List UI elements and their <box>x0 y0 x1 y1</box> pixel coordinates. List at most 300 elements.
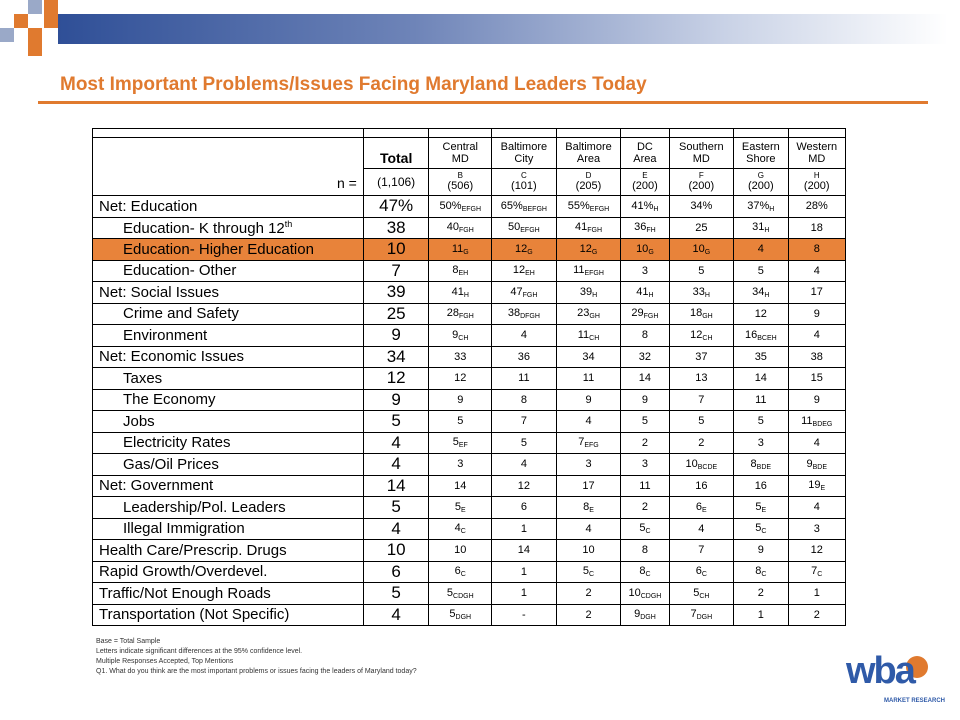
spacer-cell <box>492 129 557 138</box>
row-total: 25 <box>363 303 429 325</box>
row-total: 4 <box>363 432 429 454</box>
row-value <box>621 303 669 325</box>
value-number: 3 <box>641 458 648 471</box>
row-value <box>556 432 621 454</box>
row-value <box>788 303 846 325</box>
spacer-cell <box>429 129 492 138</box>
value-number: 6 <box>695 500 703 513</box>
significance-letters: G <box>648 248 654 256</box>
significance-letters: C <box>761 528 767 536</box>
row-value <box>429 303 492 325</box>
table-row <box>93 432 846 454</box>
row-label <box>93 518 364 540</box>
value-number: 4 <box>454 522 461 535</box>
table-row <box>93 497 846 519</box>
row-value <box>621 432 669 454</box>
value-number: 14 <box>454 479 467 492</box>
significance-letters: CDGH <box>453 592 474 600</box>
row-total: 5 <box>363 497 429 519</box>
col-n: (200) <box>688 180 715 192</box>
row-value <box>556 389 621 411</box>
row-value <box>492 389 557 411</box>
row-value <box>429 432 492 454</box>
row-value <box>492 604 557 626</box>
n-col-h <box>788 169 846 196</box>
value-number: 9 <box>452 328 459 341</box>
row-value <box>429 604 492 626</box>
n-col-c <box>492 169 557 196</box>
value-number: 8 <box>583 500 590 513</box>
row-label <box>93 196 364 218</box>
row-value <box>734 260 788 282</box>
row-value <box>621 475 669 497</box>
value-number: 5 <box>755 500 762 513</box>
row-label-text: Environment <box>123 326 208 344</box>
significance-letters: DGH <box>455 614 472 622</box>
row-value <box>492 303 557 325</box>
value-number: 8 <box>750 457 757 470</box>
table-row <box>93 475 846 497</box>
row-value <box>429 561 492 583</box>
value-number: 4 <box>520 458 527 471</box>
significance-letters: E <box>589 506 594 514</box>
significance-letters: EFG <box>584 442 599 450</box>
row-value <box>669 604 734 626</box>
significance-letters: EFGH <box>461 205 482 213</box>
significance-letters: H <box>764 291 770 299</box>
table-row <box>93 454 846 476</box>
decor-square <box>0 28 14 42</box>
row-label <box>93 475 364 497</box>
row-value <box>734 346 788 368</box>
header-col-e <box>621 138 669 169</box>
row-label-text: Transportation (Not Specific) <box>99 606 290 624</box>
header-col-line2: Area <box>576 153 601 165</box>
table-row <box>93 346 846 368</box>
row-value <box>669 325 734 347</box>
row-value <box>669 518 734 540</box>
value-number: - <box>522 608 526 621</box>
value-number: 11 <box>755 393 767 406</box>
row-value <box>492 518 557 540</box>
significance-letters: C <box>460 528 466 536</box>
significance-letters: CDGH <box>640 592 662 600</box>
value-number: 34 <box>582 350 595 363</box>
row-value <box>492 346 557 368</box>
row-value <box>788 217 846 239</box>
value-number: 8 <box>520 393 527 406</box>
value-number: 5 <box>698 264 705 277</box>
significance-letters: E <box>461 506 466 514</box>
row-value <box>788 454 846 476</box>
value-number: 13 <box>695 372 708 385</box>
value-number: 32 <box>638 350 652 363</box>
significance-letters: CH <box>589 334 600 342</box>
value-number: 29 <box>631 307 644 320</box>
value-number: 7 <box>698 544 705 557</box>
header-corner: n = <box>93 138 364 196</box>
row-label <box>93 239 364 261</box>
value-number: 9 <box>641 393 648 406</box>
col-letter: C <box>520 171 527 180</box>
value-number: 14 <box>754 372 767 385</box>
row-value <box>669 368 734 390</box>
row-value <box>492 282 557 304</box>
value-number: 28 <box>446 307 459 320</box>
row-label-text: Education- K through 12 <box>123 219 285 237</box>
significance-letters: E <box>702 506 707 514</box>
row-value <box>734 389 788 411</box>
value-number: 36 <box>634 221 647 234</box>
value-number: 5 <box>446 586 454 599</box>
decor-square <box>44 0 58 14</box>
row-value <box>788 368 846 390</box>
value-number: 7 <box>811 565 818 578</box>
row-value <box>492 217 557 239</box>
significance-letters: C <box>645 528 651 536</box>
n-col-g <box>734 169 788 196</box>
value-number: 2 <box>641 501 648 514</box>
row-value <box>492 540 557 562</box>
row-value <box>734 561 788 583</box>
value-number: 50 <box>508 221 521 234</box>
row-value <box>669 346 734 368</box>
row-value <box>734 196 788 218</box>
significance-letters: EFGH <box>589 205 610 213</box>
value-number: 47 <box>510 285 523 298</box>
value-number: 5 <box>757 264 764 277</box>
row-label <box>93 583 364 605</box>
row-label <box>93 604 364 626</box>
row-total: 5 <box>363 583 429 605</box>
table-row <box>93 411 846 433</box>
value-number: 8 <box>641 544 648 557</box>
significance-letters: C <box>817 571 823 579</box>
value-number: 17 <box>810 286 823 299</box>
row-value <box>788 540 846 562</box>
significance-letters: E <box>820 485 826 493</box>
row-total: 4 <box>363 518 429 540</box>
row-label-text: Illegal Immigration <box>123 520 245 538</box>
row-value <box>429 411 492 433</box>
value-number: 37% <box>747 199 770 212</box>
significance-letters: EH <box>458 270 469 278</box>
value-number: 5 <box>452 436 459 449</box>
significance-letters: FGH <box>459 313 474 321</box>
row-value <box>734 454 788 476</box>
table-row <box>93 604 846 626</box>
row-value <box>556 518 621 540</box>
significance-letters: FGH <box>587 227 603 235</box>
value-number: 5 <box>520 436 527 449</box>
header-col-line1: Central <box>442 141 478 153</box>
row-label-text: Leadership/Pol. Leaders <box>123 498 286 516</box>
row-value <box>734 583 788 605</box>
value-number: 7 <box>690 608 697 621</box>
value-number: 8 <box>641 329 648 342</box>
significance-letters: H <box>769 205 775 213</box>
decor-square <box>28 42 42 56</box>
value-number: 12 <box>754 307 767 320</box>
row-value <box>788 196 846 218</box>
row-value <box>556 540 621 562</box>
value-number: 9 <box>813 393 820 406</box>
row-value <box>669 432 734 454</box>
row-value <box>429 368 492 390</box>
significance-letters: BCDE <box>697 463 718 471</box>
row-total: 9 <box>363 325 429 347</box>
row-value <box>788 411 846 433</box>
row-value <box>556 260 621 282</box>
value-number: 5 <box>693 586 700 599</box>
value-number: 4 <box>813 329 820 342</box>
table-row <box>93 368 846 390</box>
value-number: 34% <box>690 200 713 213</box>
row-label-text: Traffic/Not Enough Roads <box>99 584 271 602</box>
row-value <box>556 604 621 626</box>
table-spacer-row <box>93 129 846 138</box>
value-number: 11 <box>582 372 595 385</box>
value-number: 40 <box>446 221 459 234</box>
value-number: 5 <box>449 608 456 621</box>
row-value <box>621 454 669 476</box>
row-value <box>556 368 621 390</box>
table-row <box>93 303 846 325</box>
table-row <box>93 518 846 540</box>
value-number: 18 <box>810 221 823 234</box>
value-number: 3 <box>585 458 592 471</box>
value-number: 55% <box>567 199 590 212</box>
col-letter: G <box>757 171 764 180</box>
logo-wordmark: wba <box>846 650 914 692</box>
value-number: 4 <box>813 264 820 277</box>
value-number: 10 <box>636 242 649 255</box>
significance-letters: BEFGH <box>522 205 547 213</box>
significance-letters: CH <box>458 334 469 342</box>
significance-letters: C <box>589 571 595 579</box>
value-number: 8 <box>639 565 646 578</box>
significance-letters: G <box>527 248 533 256</box>
row-value <box>734 282 788 304</box>
row-value <box>734 497 788 519</box>
row-value <box>669 454 734 476</box>
row-label-text: Education- Other <box>123 262 237 280</box>
header-col-b <box>429 138 492 169</box>
row-label <box>93 389 364 411</box>
row-label <box>93 260 364 282</box>
value-number: 5 <box>641 415 648 428</box>
row-value <box>734 411 788 433</box>
significance-letters: EH <box>525 270 535 278</box>
row-label-text: Jobs <box>123 412 155 430</box>
row-value <box>734 325 788 347</box>
significance-letters: EFGH <box>520 227 540 235</box>
row-value <box>621 196 669 218</box>
significance-letters: BDE <box>756 463 772 471</box>
value-number: 9 <box>813 307 820 320</box>
value-number: 65% <box>500 199 523 212</box>
row-value <box>669 260 734 282</box>
row-label <box>93 432 364 454</box>
value-number: 2 <box>813 608 820 621</box>
row-label-text: Net: Education <box>99 197 198 215</box>
value-number: 2 <box>698 436 705 449</box>
header-col-line2: City <box>514 153 534 165</box>
row-label <box>93 454 364 476</box>
value-number: 4 <box>813 501 820 514</box>
row-label <box>93 411 364 433</box>
row-value <box>492 475 557 497</box>
row-value <box>788 518 846 540</box>
row-label-text: Net: Economic Issues <box>99 348 245 366</box>
row-value <box>788 389 846 411</box>
value-number: 4 <box>585 415 592 428</box>
value-number: 2 <box>757 587 764 600</box>
significance-letters: H <box>648 291 654 299</box>
row-value <box>492 368 557 390</box>
row-value <box>556 475 621 497</box>
header-col-line2: MD <box>692 153 710 165</box>
value-number: 10 <box>454 544 467 557</box>
value-number: 11 <box>518 372 530 385</box>
row-value <box>734 604 788 626</box>
row-value <box>556 239 621 261</box>
value-number: 5 <box>639 522 646 535</box>
significance-letters: H <box>764 227 770 235</box>
col-n: (200) <box>803 180 830 192</box>
row-value <box>669 475 734 497</box>
value-number: 5 <box>755 522 762 535</box>
value-number: 33 <box>692 285 705 298</box>
row-total: 6 <box>363 561 429 583</box>
table-row <box>93 217 846 239</box>
value-number: 10 <box>692 242 705 255</box>
col-n: (506) <box>447 180 474 192</box>
row-value <box>621 583 669 605</box>
significance-letters: C <box>761 571 767 579</box>
value-number: 10 <box>685 457 698 470</box>
spacer-cell <box>734 129 788 138</box>
row-value <box>669 389 734 411</box>
row-value <box>492 325 557 347</box>
value-number: 16 <box>744 328 758 341</box>
row-value <box>556 561 621 583</box>
row-value <box>429 540 492 562</box>
col-n: (205) <box>575 180 602 192</box>
row-total: 4 <box>363 454 429 476</box>
row-value <box>621 239 669 261</box>
row-total: 10 <box>363 239 429 261</box>
header-row <box>93 138 846 169</box>
row-value <box>669 282 734 304</box>
decor-square <box>28 28 42 42</box>
significance-letters: G <box>704 248 711 256</box>
row-value <box>669 583 734 605</box>
value-number: 1 <box>813 587 820 600</box>
value-number: 2 <box>585 587 592 600</box>
row-value <box>429 346 492 368</box>
table-row <box>93 325 846 347</box>
value-number: 41% <box>631 199 654 212</box>
row-label <box>93 497 364 519</box>
row-value <box>621 497 669 519</box>
row-value <box>788 432 846 454</box>
value-number: 14 <box>638 372 652 385</box>
significance-letters: H <box>653 205 659 213</box>
row-label-text: Electricity Rates <box>123 434 231 452</box>
value-number: 5 <box>698 415 705 428</box>
row-value <box>621 217 669 239</box>
value-number: 38 <box>810 350 823 363</box>
header-col-g <box>734 138 788 169</box>
value-number: 11 <box>639 479 651 492</box>
header-col-d <box>556 138 621 169</box>
significance-letters: DFGH <box>520 313 540 321</box>
row-label-text: Taxes <box>123 369 163 387</box>
value-number: 15 <box>810 372 823 385</box>
row-value <box>429 282 492 304</box>
row-value <box>492 239 557 261</box>
value-number: 16 <box>754 479 767 492</box>
row-value <box>734 518 788 540</box>
row-label-text: Crime and Safety <box>123 305 239 323</box>
row-value <box>669 196 734 218</box>
row-value <box>734 432 788 454</box>
row-value <box>788 604 846 626</box>
row-label-sup: th <box>284 218 293 229</box>
n-total: (1,106) <box>363 169 429 196</box>
value-number: 12 <box>517 479 530 492</box>
row-label-text: The Economy <box>123 391 216 409</box>
row-label-text: Health Care/Prescrip. Drugs <box>99 541 287 559</box>
value-number: 7 <box>698 393 705 406</box>
footnote-responses: Multiple Responses Accepted, Top Mentions <box>96 658 234 665</box>
value-number: 41 <box>636 285 649 298</box>
value-number: 39 <box>579 285 593 298</box>
row-total: 14 <box>363 475 429 497</box>
row-total: 9 <box>363 389 429 411</box>
row-total: 4 <box>363 604 429 626</box>
header-col-line1: DC <box>636 141 653 153</box>
row-value <box>492 260 557 282</box>
n-col-e <box>621 169 669 196</box>
row-value <box>556 497 621 519</box>
spacer-cell <box>93 129 364 138</box>
row-value <box>556 346 621 368</box>
value-number: 6 <box>454 565 461 578</box>
significance-letters: CH <box>702 334 713 342</box>
value-number: 5 <box>582 565 590 578</box>
row-value <box>621 368 669 390</box>
row-value <box>429 583 492 605</box>
value-number: 35 <box>754 350 767 363</box>
value-number: 3 <box>813 522 820 535</box>
decor-square <box>28 0 42 14</box>
row-value <box>556 196 621 218</box>
results-table <box>92 128 846 626</box>
row-value <box>556 325 621 347</box>
value-number: 3 <box>641 264 648 277</box>
value-number: 11 <box>801 414 813 427</box>
value-number: 18 <box>689 307 703 320</box>
value-number: 10 <box>582 544 595 557</box>
col-letter: H <box>813 171 820 180</box>
table-row <box>93 196 846 218</box>
wba-logo <box>846 650 946 710</box>
header-col-line1: Southern <box>679 141 724 153</box>
row-value <box>556 282 621 304</box>
value-number: 1 <box>520 565 527 578</box>
